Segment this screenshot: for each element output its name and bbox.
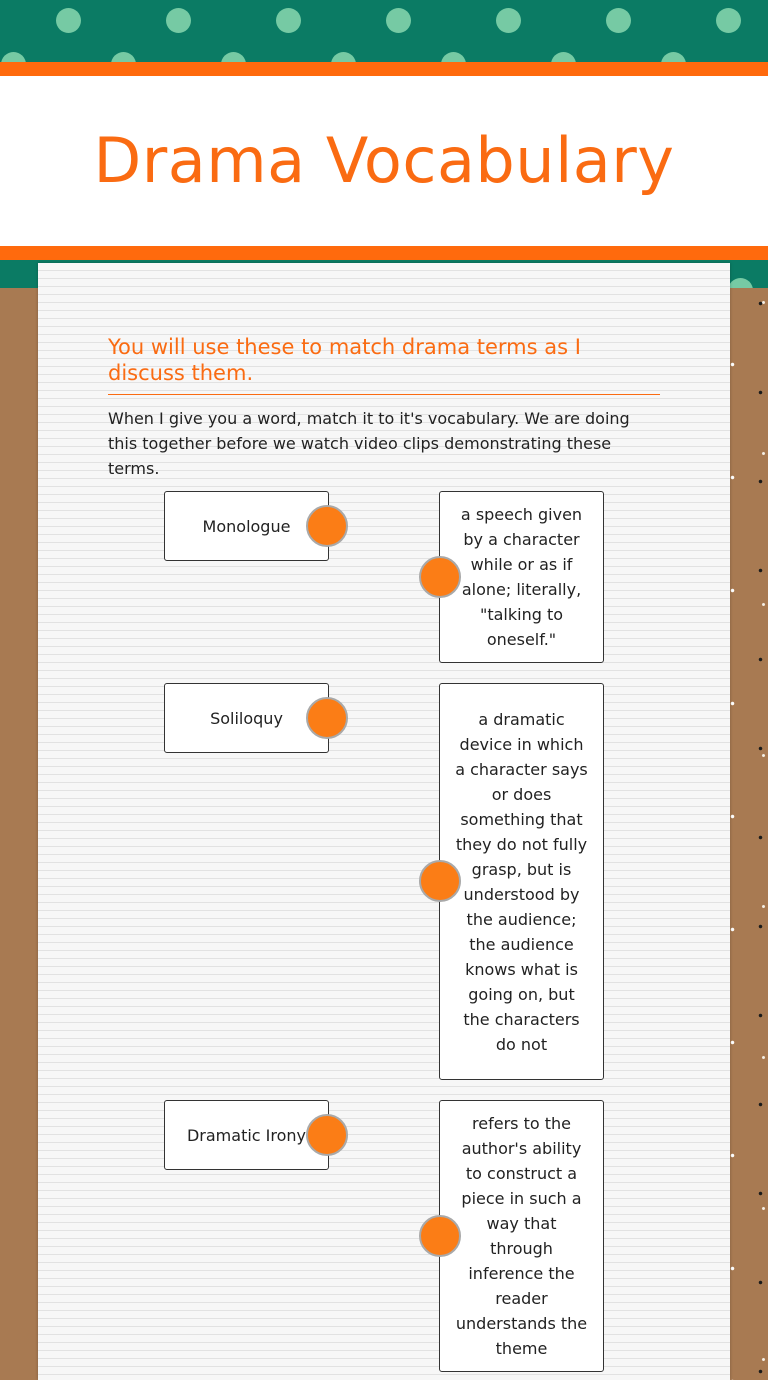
definition-match-node[interactable] — [419, 860, 461, 902]
decor-dot — [331, 52, 356, 62]
section-heading: You will use these to match drama terms as I discuss them. — [108, 335, 581, 385]
term-match-node[interactable] — [306, 1114, 348, 1156]
decor-dot — [551, 52, 576, 62]
definition-text: a speech given by a character while or as if alone; literally, "talking to oneself." — [460, 505, 583, 649]
decor-dot — [386, 8, 411, 33]
definition-match-node[interactable] — [419, 556, 461, 598]
decor-dot — [1, 52, 26, 62]
term-card-monologue — [164, 491, 329, 561]
definition-text: refers to the author's ability to construct a piece in such a way that through inference the reader understands the theme — [455, 1114, 588, 1358]
decor-dot — [661, 52, 686, 62]
term-label: Soliloquy — [210, 708, 283, 728]
decor-dot — [56, 8, 81, 33]
decor-dot — [441, 52, 466, 62]
definition-match-node[interactable] — [419, 1215, 461, 1257]
header-pattern — [0, 0, 768, 62]
decor-dot — [221, 52, 246, 62]
definition-card — [439, 491, 604, 663]
heading-divider — [108, 394, 660, 395]
term-match-node[interactable] — [306, 697, 348, 739]
definition-text: a dramatic device in which a character says or does something that they do not fully grasp, but is understood by the audience; the audience knows what is going on, but the characters do not — [455, 709, 588, 1054]
term-match-node[interactable] — [306, 505, 348, 547]
banner-orange-line — [0, 246, 768, 260]
term-label: Dramatic Irony — [186, 1125, 307, 1145]
decor-dot — [716, 8, 741, 33]
decor-dot — [111, 52, 136, 62]
decor-dot — [728, 278, 753, 288]
term-label: Monologue — [202, 516, 291, 536]
decor-dot — [606, 8, 631, 33]
term-card-dramatic-irony — [164, 1100, 329, 1170]
term-card-soliloquy — [164, 683, 329, 753]
page-title: Drama Vocabulary — [93, 124, 675, 197]
definition-card — [439, 1100, 604, 1372]
decor-dot — [496, 8, 521, 33]
definition-card — [439, 683, 604, 1080]
instructions-text: When I give you a word, match it to it's vocabulary. We are doing this together before we watch video clips demonstrating these terms. — [108, 409, 630, 478]
decor-dot — [166, 8, 191, 33]
header-orange-line — [0, 62, 768, 76]
decor-dot — [276, 8, 301, 33]
